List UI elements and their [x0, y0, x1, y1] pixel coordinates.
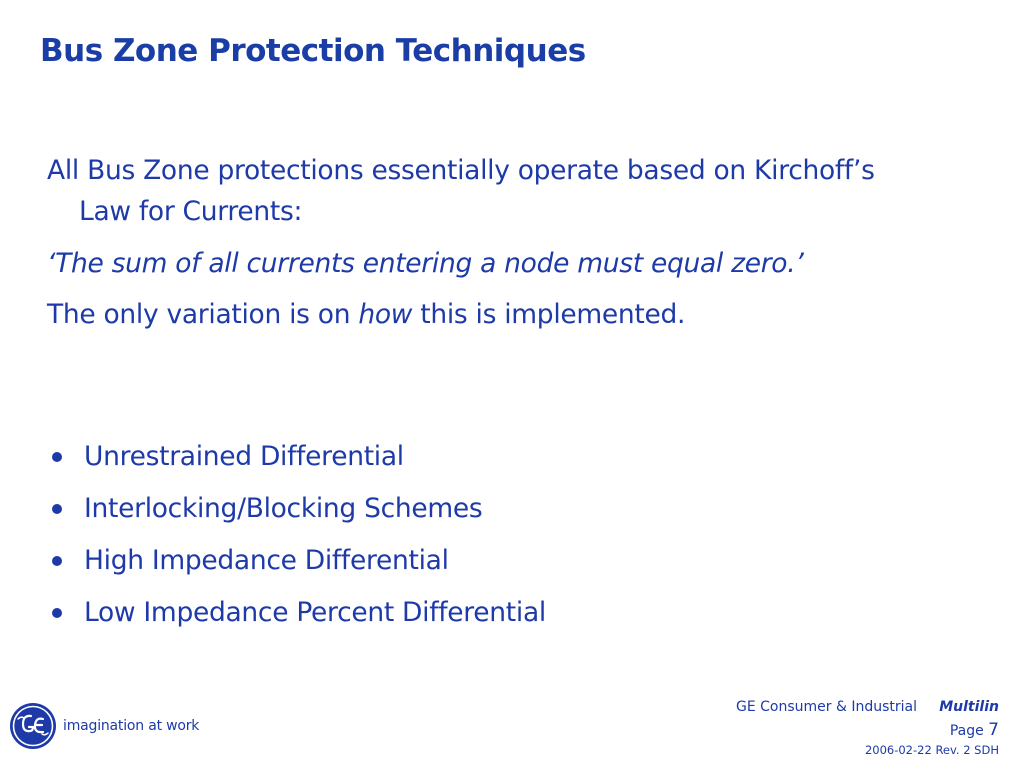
- variation-paragraph: [47, 294, 685, 335]
- technique-list: [52, 430, 546, 638]
- bullet-icon: [52, 452, 62, 462]
- intro-paragraph: [47, 150, 1007, 232]
- variation-emphasis: how: [358, 299, 413, 330]
- page-number: 7: [988, 720, 999, 740]
- bullet-icon: [52, 504, 62, 514]
- variation-text-after: this is implemented.: [412, 299, 686, 330]
- intro-line-1: All Bus Zone protections essentially operate based on Kirchoff’s: [47, 155, 875, 186]
- ge-monogram-logo-icon: [9, 702, 57, 750]
- bullet-icon: [52, 556, 62, 566]
- kirchhoff-quote: ‘The sum of all currents entering a node must equal zero.’: [47, 248, 804, 279]
- revision-note: 2006-02-22 Rev. 2 SDH: [864, 743, 999, 757]
- list-item-label: Low Impedance Percent Differential: [84, 596, 546, 628]
- footer-company: GE Consumer & Industrial: [735, 699, 917, 715]
- page-label: Page: [949, 723, 984, 739]
- variation-text-before: The only variation is on: [47, 299, 359, 330]
- list-item-label: Interlocking/Blocking Schemes: [84, 492, 483, 524]
- list-item: [52, 482, 546, 534]
- slide-title: Bus Zone Protection Techniques: [40, 33, 586, 69]
- footer-logo-group: [9, 702, 199, 750]
- list-item-label: High Impedance Differential: [84, 544, 449, 576]
- list-item-label: Unrestrained Differential: [84, 440, 404, 472]
- list-item: [52, 430, 546, 482]
- bullet-icon: [52, 608, 62, 618]
- footer-brand: Multilin: [939, 699, 999, 715]
- tagline: imagination at work: [63, 718, 200, 734]
- page-indicator: [950, 720, 999, 740]
- intro-line-2: Law for Currents:: [79, 196, 303, 227]
- list-item: [52, 586, 546, 638]
- list-item: [52, 534, 546, 586]
